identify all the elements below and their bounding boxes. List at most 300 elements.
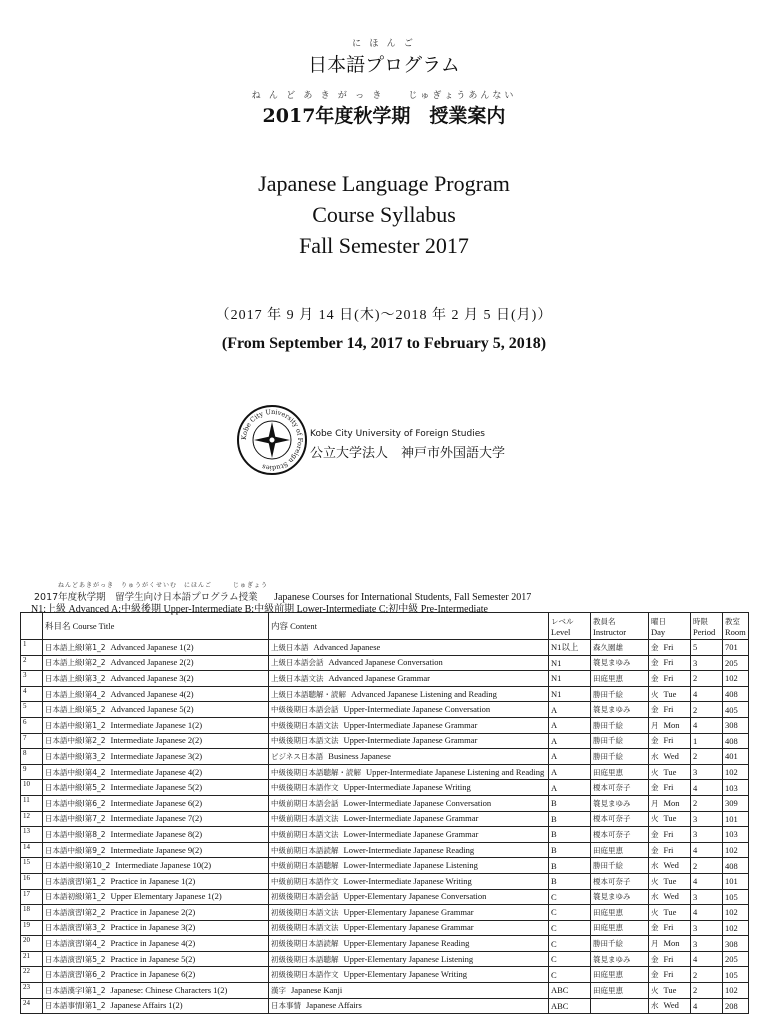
course-title-jp: 日本語上級Ⅰ第4_2 [45,689,106,699]
row-number: 20 [23,936,30,945]
day-en: Mon [663,719,680,730]
room-cell: 102 [725,673,738,684]
level-cell: A [551,751,558,762]
course-title-en: Japanese Affairs 1(2) [110,1000,183,1011]
level-cell: C [551,922,557,933]
instructor-cell: 田庭里恵 [593,767,623,777]
instructor-cell: 簑見まゆみ [593,658,631,668]
instructor-cell: 簑見まゆみ [593,798,631,808]
course-title-en: Practice in Japanese 4(2) [110,938,196,949]
course-title-en: Advanced Japanese 5(2) [110,704,194,715]
row-number: 12 [23,811,30,820]
course-title-jp: 日本語中級Ⅰ第8_2 [45,829,106,839]
row-number: 5 [23,702,27,711]
level-cell: C [551,891,557,902]
day-en: Mon [663,797,680,808]
content-en: Upper-Intermediate Japanese Conversation [343,704,491,715]
level-cell: N1以上 [551,642,579,653]
room-cell: 401 [725,751,738,762]
course-title-en: Intermediate Japanese 5(2) [110,782,203,793]
row-number: 22 [23,967,30,976]
table-row [21,686,749,702]
day-jp: 水 [651,861,659,871]
period-cell: 4 [693,720,698,731]
content-en: Lower-Intermediate Japanese Listening [343,860,478,871]
instructor-cell: 田庭里恵 [593,907,623,917]
period-cell: 3 [693,922,698,933]
content-en: Advanced Japanese [313,641,381,652]
course-title-en: Intermediate Japanese 2(2) [110,735,203,746]
content-en: Upper-Elementary Japanese Grammar [343,922,474,933]
table-row [21,733,749,749]
day-en: Fri [663,953,674,964]
content-jp: 初級後期日本語作文 [271,970,339,980]
table-row [21,936,749,952]
room-cell: 205 [725,657,738,668]
content-jp: 初級後期日本語会話 [271,892,339,902]
row-number: 8 [23,749,27,758]
course-title-en: Practice in Japanese 6(2) [110,969,196,980]
content-en: Upper-Intermediate Japanese Grammar [343,735,478,746]
period-cell: 2 [693,969,698,980]
row-number: 11 [23,795,30,804]
syllabus-title: Course Syllabus [312,202,456,227]
course-title-en: Upper Elementary Japanese 1(2) [110,891,222,902]
level-cell: A [551,704,558,715]
day-en: Fri [663,828,674,839]
day-en: Fri [663,657,674,668]
course-title-jp: 日本語上級Ⅰ第1_2 [45,642,106,652]
period-cell: 4 [693,782,698,793]
level-cell: B [551,876,557,887]
row-number: 1 [23,640,27,648]
day-jp: 金 [651,736,659,746]
course-title-en: Intermediate Japanese 3(2) [110,750,203,761]
day-jp: 月 [651,798,659,808]
period-cell: 4 [693,1000,698,1011]
day-jp: 金 [651,923,659,933]
header-room: 教室 Room [723,613,749,640]
course-title-jp: 日本語事情Ⅰ第1_2 [45,1001,106,1011]
row-number: 17 [23,889,30,898]
row-number: 3 [23,671,27,680]
row-number: 15 [23,858,30,867]
room-cell: 408 [725,689,738,700]
content-en: Advanced Japanese Conversation [328,657,443,668]
course-title-jp: 日本語中級Ⅰ第5_2 [45,783,106,793]
level-cell: N1 [551,657,562,668]
period-cell: 3 [693,829,698,840]
instructor-cell: 榎本可奈子 [593,829,631,839]
content-en: Upper-Elementary Japanese Conversation [343,891,487,902]
caption-en: Japanese Courses for International Students, Fall Semester 2017 [274,592,532,603]
day-en: Tue [663,813,677,824]
content-jp: 中級後期日本語作文 [271,783,339,793]
level-cell: C [551,938,557,949]
period-cell: 4 [693,845,698,856]
instructor-cell: 簑見まゆみ [593,705,631,715]
level-cell: B [551,813,557,824]
level-cell: C [551,907,557,918]
day-jp: 水 [651,751,659,761]
period-cell: 2 [693,798,698,809]
course-title-jp: 日本語演習Ⅰ第3_2 [45,923,106,933]
row-number: 4 [23,686,27,695]
content-jp: 中級前期日本語文法 [271,829,339,839]
university-name-en: Kobe City University of Foreign Studies [310,429,485,439]
title-ruby: に ほ ん ご [352,38,416,48]
content-en: Lower-Intermediate Japanese Grammar [343,813,479,824]
day-jp: 金 [651,658,659,668]
instructor-cell: 勝田千絵 [593,861,623,871]
content-jp: 中級後期日本語文法 [271,736,339,746]
course-table-body [21,640,749,1014]
day-en: Mon [663,938,680,949]
content-en: Advanced Japanese Grammar [328,672,430,683]
course-title-en: Advanced Japanese 4(2) [110,688,194,699]
content-en: Advanced Japanese Listening and Reading [351,688,497,699]
table-row [21,795,749,811]
day-en: Fri [663,969,674,980]
level-cell: A [551,767,558,778]
course-title-jp: 日本語上級Ⅰ第2_2 [45,658,106,668]
course-title-jp: 日本語演習Ⅰ第5_2 [45,954,106,964]
day-jp: 金 [651,783,659,793]
table-row [21,951,749,967]
period-cell: 3 [693,767,698,778]
content-en: Upper-Intermediate Japanese Grammar [343,719,478,730]
term-ruby: ね ん ど あ き が っ き じゅぎょうあんない [251,90,517,100]
row-number: 21 [23,951,30,960]
room-cell: 102 [725,767,738,778]
content-en: Upper-Elementary Japanese Grammar [343,906,474,917]
content-en: Japanese Kanji [291,984,343,995]
day-en: Tue [663,906,677,917]
room-cell: 102 [725,922,738,933]
content-jp: 初級後期日本語聴解 [271,954,339,964]
day-en: Wed [663,750,679,761]
table-row [21,858,749,874]
row-number: 18 [23,905,30,914]
content-jp: ビジネス日本語 [271,751,324,761]
course-title-jp: 日本語漢字Ⅰ第1_2 [45,985,106,995]
period-cell: 2 [693,751,698,762]
instructor-cell: 田庭里恵 [593,923,623,933]
table-header-row [21,613,749,640]
level-cell: C [551,969,557,980]
content-jp: 漢字 [271,985,286,995]
day-en: Fri [663,922,674,933]
content-en: Japanese Affairs [306,1000,362,1011]
content-jp: 上級日本語聴解・読解 [271,689,346,699]
table-row [21,717,749,733]
table-row [21,998,749,1014]
row-number: 2 [23,655,27,664]
course-title-jp: 日本語中級Ⅰ第9_2 [45,845,106,855]
row-number: 13 [23,827,30,836]
level-cell: A [551,735,558,746]
content-jp: 上級日本語 [271,642,309,652]
course-title-jp: 日本語中級Ⅰ第2_2 [45,736,106,746]
table-row [21,764,749,780]
day-jp: 水 [651,1001,659,1011]
course-title-en: Practice in Japanese 1(2) [110,875,196,886]
day-jp: 金 [651,673,659,683]
course-title-en: Intermediate Japanese 10(2) [115,860,212,871]
content-jp: 上級日本語会話 [271,658,324,668]
row-number: 9 [23,764,27,773]
instructor-cell: 田庭里恵 [593,845,623,855]
content-en: Lower-Intermediate Japanese Reading [343,844,475,855]
instructor-cell: 榎本可奈子 [593,814,631,824]
course-title-jp: 日本語上級Ⅰ第5_2 [45,705,106,715]
instructor-cell: 勝田千絵 [593,689,623,699]
table-row [21,873,749,889]
room-cell: 102 [725,907,738,918]
table-row [21,671,749,687]
course-title-en: Intermediate Japanese 6(2) [110,797,203,808]
room-cell: 103 [725,782,738,793]
dates-en: (From September 14, 2017 to February 5, 2018) [221,335,547,352]
course-title-jp: 日本語中級Ⅰ第4_2 [45,767,106,777]
content-en: Upper-Elementary Japanese Listening [343,953,474,964]
course-title-jp: 日本語演習Ⅰ第1_2 [45,876,106,886]
course-title-en: Advanced Japanese 1(2) [110,641,194,652]
room-cell: 408 [725,860,738,871]
room-cell: 701 [725,642,738,653]
instructor-cell: 勝田千絵 [593,736,623,746]
program-title-en: Japanese Language Program [258,171,510,196]
semester-title: Fall Semester 2017 [299,233,469,258]
table-row [21,920,749,936]
dates-jp: （2017 年 9 月 14 日(木)～2018 年 2 月 5 日(月)） [215,308,553,323]
day-en: Wed [663,891,679,902]
room-cell: 102 [725,985,738,996]
room-cell: 308 [725,938,738,949]
row-number: 14 [23,842,30,851]
day-en: Fri [663,782,674,793]
university-name-jp: 公立大学法人 神戸市外国語大学 [310,446,506,461]
room-cell: 308 [725,720,738,731]
level-legend: N1:上級 Advanced A:中級後期 Upper-Intermediate B:中級前期 Lower-Intermediate C:初中級 Pre-Intermediate [31,604,488,615]
level-cell: A [551,782,558,793]
instructor-cell: 簑見まゆみ [593,954,631,964]
course-title-en: Advanced Japanese 3(2) [110,672,194,683]
period-cell: 3 [693,657,698,668]
content-jp: 中級後期日本語聴解・読解 [271,767,361,777]
table-row [21,967,749,983]
period-cell: 1 [693,735,698,746]
header-period: 時限 Period [691,613,723,640]
instructor-cell: 田庭里恵 [593,985,623,995]
content-en: Upper-Intermediate Japanese Listening and Reading [366,766,545,777]
day-jp: 金 [651,954,659,964]
content-jp: 中級前期日本語聴解 [271,861,339,871]
content-jp: 中級後期日本語文法 [271,720,339,730]
header-day: 曜日 Day [649,613,691,640]
content-en: Business Japanese [328,750,391,761]
period-cell: 4 [693,907,698,918]
room-cell: 105 [725,969,738,980]
content-jp: 初級後期日本語文法 [271,907,339,917]
course-title-en: Intermediate Japanese 1(2) [110,719,203,730]
table-row [21,655,749,671]
row-number: 6 [23,717,27,726]
content-jp: 初級後期日本語読解 [271,939,339,949]
day-jp: 月 [651,720,659,730]
period-cell: 4 [693,689,698,700]
room-cell: 101 [725,876,738,887]
seal-text: Kobe City University of Foreign Studies [239,407,305,473]
course-title-jp: 日本語中級Ⅰ第7_2 [45,814,106,824]
level-cell: B [551,798,557,809]
course-title-en: Practice in Japanese 3(2) [110,922,196,933]
course-table [20,612,749,1014]
content-jp: 中級後期日本語会話 [271,705,339,715]
level-cell: C [551,954,557,965]
row-number: 23 [23,983,30,992]
instructor-cell: 森久園雄 [593,642,623,652]
header-no [21,613,43,640]
day-en: Fri [663,641,674,652]
day-en: Fri [663,844,674,855]
row-number: 16 [23,873,30,882]
caption-ruby: ねんどあきがっき りゅうがくせいむ にほんご じゅぎょう [58,583,269,589]
day-en: Tue [663,875,677,886]
day-en: Wed [663,1000,679,1011]
table-row [21,889,749,905]
level-cell: N1 [551,689,562,700]
course-title-en: Practice in Japanese 2(2) [110,906,196,917]
content-en: Upper-Elementary Japanese Writing [343,969,467,980]
table-row [21,811,749,827]
day-en: Wed [663,860,679,871]
table-row [21,749,749,765]
day-jp: 火 [651,814,659,824]
instructor-cell: 勝田千絵 [593,720,623,730]
room-cell: 208 [725,1000,738,1011]
content-jp: 上級日本語文法 [271,673,324,683]
content-en: Lower-Intermediate Japanese Conversation [343,797,492,808]
course-title-jp: 日本語演習Ⅰ第6_2 [45,970,106,980]
room-cell: 103 [725,829,738,840]
row-number: 24 [23,998,30,1007]
course-title-jp: 日本語初級Ⅰ第1_2 [45,892,106,902]
header-content: 内容 Content [269,613,549,640]
instructor-cell: 勝田千絵 [593,939,623,949]
table-row [21,827,749,843]
room-cell: 102 [725,845,738,856]
course-title-en: Japanese: Chinese Characters 1(2) [110,984,228,995]
instructor-cell: 榎本可奈子 [593,876,631,886]
day-jp: 金 [651,845,659,855]
course-title-jp: 日本語上級Ⅰ第3_2 [45,673,106,683]
room-cell: 205 [725,954,738,965]
day-jp: 火 [651,876,659,886]
day-jp: 水 [651,892,659,902]
instructor-cell: 田庭里恵 [593,673,623,683]
room-cell: 309 [725,798,738,809]
table-row [21,702,749,718]
instructor-cell: 勝田千絵 [593,751,623,761]
term-title-jp: 2017年度秋学期 授業案内 [262,105,506,127]
room-cell: 105 [725,891,738,902]
day-en: Fri [663,704,674,715]
period-cell: 5 [693,642,698,653]
course-title-jp: 日本語中級Ⅰ第6_2 [45,798,106,808]
course-title-en: Advanced Japanese 2(2) [110,657,194,668]
period-cell: 3 [693,891,698,902]
table-row [21,640,749,656]
course-title-jp: 日本語中級Ⅰ第1_2 [45,720,106,730]
day-en: Tue [663,766,677,777]
period-cell: 4 [693,954,698,965]
content-jp: 中級前期日本語文法 [271,814,339,824]
course-title-en: Intermediate Japanese 9(2) [110,844,203,855]
course-title-jp: 日本語中級Ⅰ第10_2 [45,861,111,871]
instructor-cell: 榎本可奈子 [593,783,631,793]
day-jp: 金 [651,970,659,980]
course-title-en: Intermediate Japanese 7(2) [110,813,203,824]
level-cell: B [551,829,557,840]
instructor-cell: 田庭里恵 [593,970,623,980]
instructor-cell: 簑見まゆみ [593,892,631,902]
table-row [21,983,749,999]
table-row [21,905,749,921]
day-jp: 火 [651,689,659,699]
level-cell: B [551,845,557,856]
day-en: Fri [663,672,674,683]
day-jp: 金 [651,705,659,715]
level-cell: ABC [551,985,569,996]
day-en: Fri [663,735,674,746]
row-number: 19 [23,920,30,929]
program-title-jp: 日本語プログラム [308,54,460,76]
course-title-en: Intermediate Japanese 4(2) [110,766,203,777]
day-jp: 金 [651,642,659,652]
period-cell: 3 [693,938,698,949]
day-en: Tue [663,984,677,995]
header-course-title: 科目名 Course Title [43,613,269,640]
course-title-jp: 日本語演習Ⅰ第2_2 [45,907,106,917]
day-jp: 月 [651,939,659,949]
room-cell: 405 [725,704,738,715]
content-en: Upper-Intermediate Japanese Writing [343,782,471,793]
level-cell: N1 [551,673,562,684]
period-cell: 3 [693,813,698,824]
room-cell: 101 [725,813,738,824]
course-title-jp: 日本語中級Ⅰ第3_2 [45,751,106,761]
period-cell: 2 [693,673,698,684]
course-title-en: Practice in Japanese 5(2) [110,953,196,964]
content-jp: 初級後期日本語文法 [271,923,339,933]
content-jp: 日本事情 [271,1001,301,1011]
level-cell: A [551,720,558,731]
period-cell: 2 [693,985,698,996]
row-number: 7 [23,733,27,742]
room-cell: 408 [725,735,738,746]
level-cell: ABC [551,1000,569,1011]
content-en: Upper-Elementary Japanese Reading [343,938,470,949]
day-jp: 火 [651,907,659,917]
caption-jp: 2017年度秋学期 留学生向け日本語プログラム授業 [34,592,258,603]
university-seal-logo [236,404,308,476]
period-cell: 4 [693,876,698,887]
period-cell: 2 [693,704,698,715]
day-jp: 火 [651,985,659,995]
period-cell: 2 [693,860,698,871]
day-jp: 金 [651,829,659,839]
